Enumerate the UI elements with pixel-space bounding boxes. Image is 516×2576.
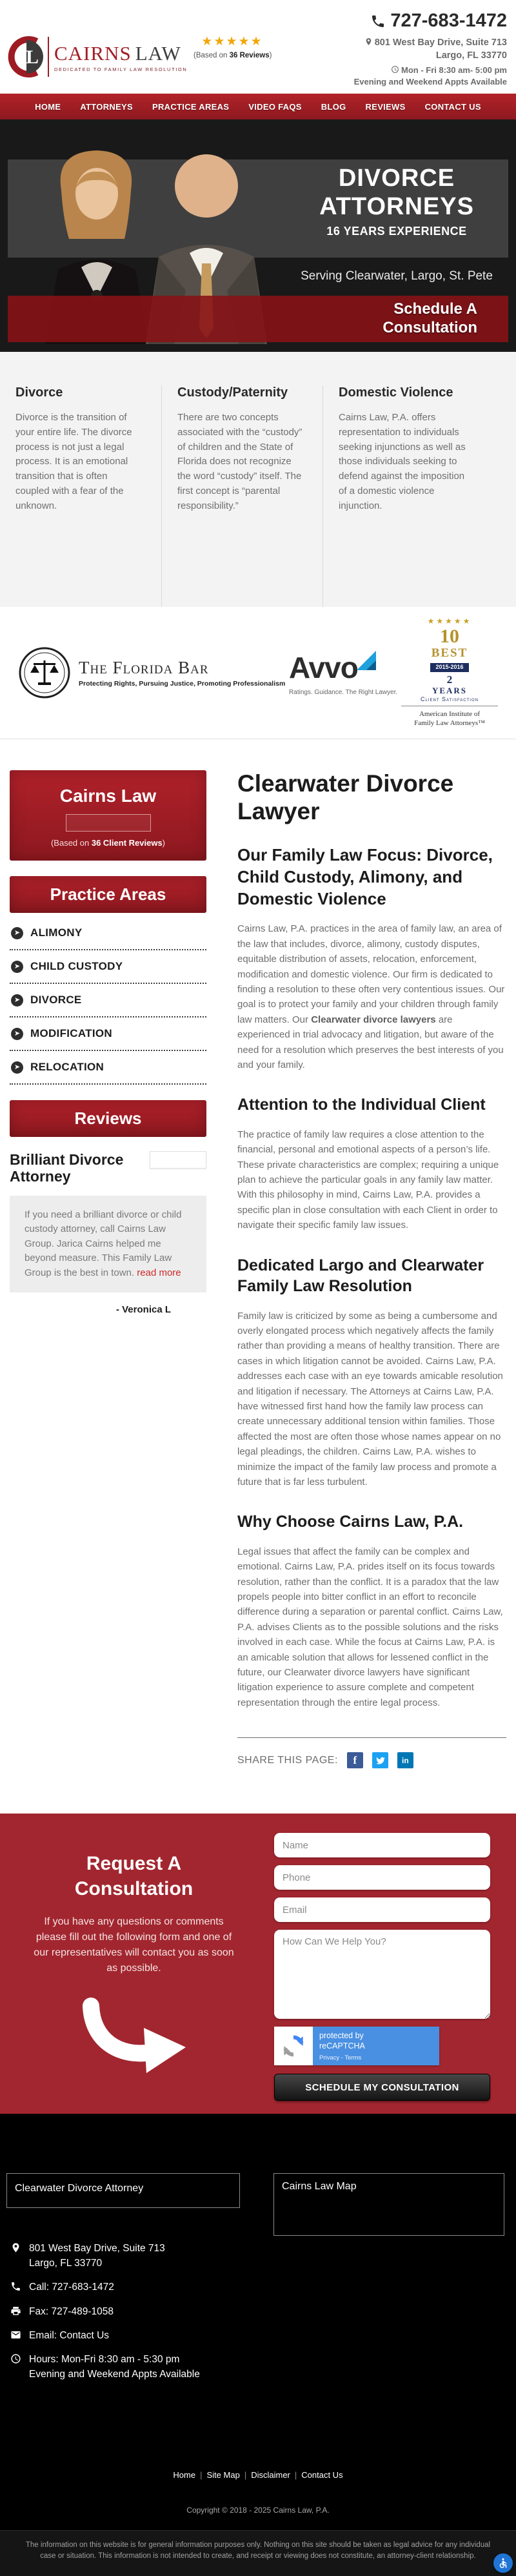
footer-nav [0, 2470, 516, 2480]
share-label: SHARE THIS PAGE: [237, 1754, 338, 1766]
review-stars-placeholder [150, 1151, 206, 1169]
sidebar-firm-title: Cairns Law [59, 786, 157, 806]
clock-icon [391, 65, 399, 74]
phone-icon [370, 14, 386, 29]
nav-item-blog[interactable]: BLOG [321, 101, 346, 112]
share-row [237, 1737, 506, 1768]
hero-banner [0, 119, 516, 352]
consultation-text: If you have any questions or comments please fill out the following form and one of our representatives will contact you as soon as possible. [34, 1916, 234, 1974]
sidebar-item-child-custody[interactable] [10, 950, 206, 984]
linkedin-share-icon[interactable]: in [397, 1752, 413, 1768]
cta-line2: Consultation [382, 319, 477, 336]
phone-input[interactable] [274, 1865, 490, 1890]
practice-item-label: MODIFICATION [30, 1027, 112, 1039]
paragraph-intro [237, 921, 506, 1072]
florida-bar-badge [18, 646, 285, 699]
ten-best-org-line2: Family Law Attorneys™ [414, 719, 485, 728]
consultation-title-line2: Consultation [74, 1878, 194, 1900]
nav-item-reviews[interactable]: REVIEWS [365, 101, 406, 112]
phone-icon [10, 2281, 21, 2292]
logo-primary: CAIRNS [54, 41, 132, 65]
hero-title-line2: ATTORNEYS [319, 192, 474, 220]
paragraph-attention: The practice of family law requires a close attention to the financial, personal and emotional aspects of a person’s life. These private characteristics are complex; requiring a unique plan to achieve the particular goals in any family law matter. With this philosophy in mind, Cairns Law, P.A. provides a specific plan in close consultation with each Client in order to navigate their specific family law issues. [237, 1129, 499, 1231]
footer [0, 2114, 516, 2530]
map-pin-icon [364, 37, 373, 46]
header-contact [354, 10, 507, 88]
paragraph-dedicated: Family law is criticized by some as being a cumbersome and overly elongated process which negatively affects the family rather than providing a means of healthy transition. There are cases in which litigation cannot be avoided. Cairns Law, P.A. addresses each case with an eye towards amicable resolution and litigation if necessary. The Attorneys at Cairns Law, P.A. have witnessed first hand how the family law process can create unnecessary additional tension within families. Those affected the most are often those whose names appear on no legal pleadings, the children. Cairns Law, P.A. wishes to minimize the impact of the family law process and promote a future that is far less turbulent. [237, 1310, 503, 1487]
intro-column-text: Cairns Law, P.A. offers representation to individuals seeking injunctions as well as those individuals seeking to defend against the imposition of a domestic violence injunction. [339, 412, 466, 511]
circle-arrow-icon: ➤ [11, 961, 23, 973]
avvo-logo: Avvo [289, 650, 358, 684]
footer-link-separator: | [200, 2470, 203, 2480]
footer-hours-line1: Hours: Mon-Fri 8:30 am - 5:30 pm [29, 2354, 180, 2366]
practice-item-label: RELOCATION [30, 1061, 104, 1073]
footer-link-home[interactable]: Home [173, 2470, 196, 2480]
ten-best-stars-icon: ★★★★★ [427, 617, 472, 626]
svg-text:L: L [26, 46, 39, 68]
nav-item-video-faqs[interactable]: VIDEO FAQS [248, 101, 302, 112]
review-quote [10, 1196, 206, 1293]
ten-best-label: BEST [431, 646, 468, 660]
ten-best-number: 10 [440, 626, 459, 648]
review-heading-row [10, 1151, 206, 1185]
accessibility-widget-button[interactable] [493, 2553, 513, 2573]
footer-link-separator: | [244, 2470, 247, 2480]
ten-best-badge [401, 617, 498, 728]
practice-item-label: DIVORCE [30, 994, 82, 1006]
footer-link-separator: | [294, 2470, 297, 2480]
consultation-title [19, 1851, 248, 1901]
ten-best-two: 2 [446, 673, 453, 686]
circle-arrow-icon: ➤ [11, 1028, 23, 1040]
accessibility-icon [497, 2557, 509, 2569]
nav-item-attorneys[interactable]: ATTORNEYS [80, 101, 133, 112]
hero-title [290, 165, 503, 238]
star-rating-placeholder [66, 814, 151, 832]
ten-best-years-label: YEARS [432, 685, 468, 695]
paragraph-intro-b: are experienced in trial advocacy and litigation, but aware of the need for a resolution which preserves the best interests of you and your family. [237, 1014, 504, 1070]
nav-item-practice-areas[interactable]: PRACTICE AREAS [152, 101, 230, 112]
logo-text [54, 42, 187, 72]
avvo-badge [289, 650, 397, 696]
review-count-value: 36 Reviews [229, 52, 270, 59]
footer-email [10, 2329, 200, 2343]
footer-contact [10, 2242, 200, 2391]
recaptcha-icon [274, 2027, 313, 2065]
credentials-badges [0, 607, 516, 739]
sidebar [10, 770, 206, 1768]
star-rating-icon: ★★★★★ [201, 35, 263, 48]
sidebar-review-value: 36 Client Reviews [91, 838, 163, 848]
intro-column-text: Divorce is the transition of your entire life. The divorce process is not just a legal process. It is an emotional transition that is often coupled with a fear of the unknown. [15, 412, 132, 511]
footer-contact-us-link[interactable]: Contact Us [59, 2329, 110, 2341]
recaptcha-privacy-terms[interactable]: Privacy - Terms [319, 2054, 362, 2062]
footer-hours-line2: Evening and Weekend Appts Available [29, 2368, 200, 2380]
schedule-consultation-banner[interactable] [8, 296, 508, 342]
cta-line1: Schedule A [393, 300, 477, 318]
footer-link-disclaimer[interactable]: Disclaimer [251, 2470, 290, 2480]
email-input[interactable] [274, 1897, 490, 1922]
sidebar-firm-box [10, 770, 206, 861]
main-nav [0, 94, 516, 119]
practice-item-label: ALIMONY [30, 926, 83, 939]
footer-fax [10, 2305, 200, 2319]
ten-best-years-range: 2015-2016 [430, 663, 468, 672]
paragraph-intro-a: Cairns Law, P.A. practices in the area of family law, an area of the law that includes, divorce, alimony, custody disputes, equitable distribution of assets, relocation, enforcement, modification and domestic violence. Our firm is dedicated to finding a resolution to these often very contentious issues. Our goal is to protect your family and your children through family law matters. Our [237, 923, 505, 1025]
logo-secondary: LAW [135, 41, 181, 65]
review-author: - Veronica L [115, 1304, 171, 1316]
footer-phone[interactable] [10, 2280, 200, 2295]
circle-arrow-icon: ➤ [11, 1061, 23, 1074]
read-more-link[interactable]: read more [137, 1267, 181, 1278]
sidebar-item-modification[interactable] [10, 1017, 206, 1051]
avvo-tagline: Ratings. Guidance. The Right Lawyer. [289, 688, 398, 696]
florida-bar-scales-icon [18, 646, 71, 699]
review-count-prefix: (Based on [194, 52, 230, 59]
consultation-form [274, 1833, 490, 2114]
envelope-icon [10, 2329, 21, 2340]
footer-link-contact-us[interactable]: Contact Us [301, 2470, 343, 2480]
header-address-line1: 801 West Bay Drive, Suite 713 [374, 37, 507, 48]
hero-title-line1: DIVORCE [338, 165, 455, 192]
header-phone-number: 727-683-1472 [390, 10, 507, 31]
intro-column-custody [161, 385, 322, 607]
sidebar-review-prefix: (Based on [50, 838, 92, 848]
florida-bar-name: The Florida Bar [79, 658, 209, 677]
footer-map-embed[interactable]: Cairns Law Map [273, 2173, 504, 2236]
sidebar-item-divorce[interactable] [10, 984, 206, 1017]
practice-areas-header: Practice Areas [10, 876, 206, 913]
sidebar-item-alimony[interactable] [10, 917, 206, 950]
intro-column-title: Custody/Paternity [177, 385, 288, 400]
arrow-right-icon [79, 1988, 189, 2078]
section-heading-dedicated: Dedicated Largo and Clearwater Family Law Resolution [237, 1256, 484, 1296]
intro-column-title: Domestic Violence [339, 385, 453, 400]
footer-link-site-map[interactable]: Site Map [206, 2470, 240, 2480]
intro-column-divorce [0, 385, 161, 607]
firm-logo[interactable] [6, 32, 187, 81]
section-heading-why-choose: Why Choose Cairns Law, P.A. [237, 1513, 464, 1531]
footer-hours [10, 2353, 200, 2382]
recaptcha-panel [313, 2027, 439, 2065]
footer-address [10, 2242, 200, 2271]
logo-divider [48, 37, 49, 77]
map-pin-icon [10, 2242, 21, 2253]
recaptcha-badge[interactable] [274, 2027, 439, 2065]
fax-icon [10, 2305, 21, 2316]
section-heading-attention: Attention to the Individual Client [237, 1096, 486, 1114]
header-rating[interactable] [194, 34, 271, 59]
disclaimer-text: The information on this website is for general information purposes only. Nothing on this site should be taken as legal advice for any individual case or situation. This information is not intended to create, and receipt or viewing does not constitute, an attorney-client relationship. [25, 2541, 491, 2561]
circle-arrow-icon: ➤ [11, 927, 23, 939]
sidebar-item-relocation[interactable] [10, 1051, 206, 1085]
footer-copyright: Copyright © 2018 - 2025 Cairns Law, P.A. [186, 2506, 330, 2515]
review-text: If you need a brilliant divorce or child custody attorney, call Cairns Law Group. Jarica Cairns helped me beyond measure. This Family Law Group is the best in town. [25, 1209, 182, 1278]
header-address [354, 37, 507, 62]
twitter-share-icon[interactable] [372, 1752, 388, 1768]
footer-address-line1: 801 West Bay Drive, Suite 713 [29, 2243, 165, 2254]
footer-video-embed[interactable]: Clearwater Divorce Attorney [6, 2173, 240, 2208]
review-count-suffix: ) [269, 52, 272, 59]
practice-item-label: CHILD CUSTODY [30, 960, 123, 972]
intro-column-title: Divorce [15, 385, 63, 400]
header-phone[interactable] [354, 10, 507, 32]
twitter-bird-icon [375, 1755, 385, 1765]
header-hours-line1: Mon - Fri 8:30 am- 5:00 pm [401, 65, 507, 76]
paragraph-intro-bold: Clearwater divorce lawyers [311, 1014, 436, 1025]
cairns-law-logo-icon [6, 32, 46, 81]
content-area [0, 739, 516, 1814]
nav-item-contact-us[interactable]: CONTACT US [424, 101, 481, 112]
consultation-section [0, 1814, 516, 2114]
reviews-header: Reviews [10, 1100, 206, 1137]
circle-arrow-icon: ➤ [11, 994, 23, 1007]
review-title: Brilliant Divorce Attorney [10, 1151, 124, 1185]
header [0, 0, 516, 94]
intro-columns [0, 352, 516, 607]
name-input[interactable] [274, 1833, 490, 1857]
header-hours [354, 65, 507, 88]
footer-email-label: Email: [29, 2329, 60, 2341]
consultation-title-line1: Request A [86, 1853, 182, 1875]
review-count [194, 52, 271, 59]
hero-subtitle: 16 YEARS EXPERIENCE [326, 225, 467, 238]
recaptcha-line2: reCAPTCHA [319, 2041, 365, 2050]
sidebar-review-count [16, 838, 200, 848]
florida-bar-subtitle: Protecting Rights, Pursuing Justice, Promoting Professionalism [79, 680, 286, 688]
clock-icon [10, 2353, 21, 2364]
hero-serving-text: Serving Clearwater, Largo, St. Pete [301, 269, 493, 283]
recaptcha-line1: protected by [319, 2031, 364, 2041]
ten-best-org-line1: American Institute of [419, 710, 481, 719]
ten-best-org [401, 710, 498, 728]
paragraph-why-choose: Legal issues that affect the family can be complex and emotional. Cairns Law, P.A. prides itself on its focus towards resolution, rather than the conflict. It is a paradox that the law propels people into bitter conflict in an effort to reconcile difference during a separation or parental conflict. Cairns Law, P.A. advises Clients as to the possible solutions and the risks involved in each case. While the focus at Cairns Law, P.A. is an amicable solution that allows for lessened conflict in the future, our Clearwater divorce lawyers have significant litigation experience to assure complete and competent representation through the entire legal process. [237, 1546, 503, 1708]
footer-phone-text: Call: 727-683-1472 [29, 2282, 114, 2293]
schedule-consultation-button[interactable]: SCHEDULE MY CONSULTATION [274, 2074, 490, 2101]
facebook-share-icon[interactable]: f [347, 1752, 363, 1768]
header-hours-line2: Evening and Weekend Appts Available [353, 77, 507, 87]
footer-address-line2: Largo, FL 33770 [29, 2257, 103, 2269]
nav-item-home[interactable]: HOME [35, 101, 61, 112]
sidebar-review-suffix: ) [162, 838, 166, 848]
consultation-intro [13, 1833, 255, 2114]
intro-column-text: There are two concepts associated with the “custody” of children and the State of Florida does not recognize the word “custody” itself. The first concept is “parental responsibility.” [177, 412, 303, 511]
section-heading-focus: Our Family Law Focus: Divorce, Child Custody, Alimony, and Domestic Violence [237, 845, 493, 908]
disclaimer-bar [0, 2530, 516, 2576]
header-address-line2: Largo, FL 33770 [435, 50, 507, 61]
intro-column-domestic-violence [322, 385, 484, 607]
logo-tagline: DEDICATED TO FAMILY LAW RESOLUTION [54, 66, 188, 72]
practice-areas-list [10, 917, 206, 1085]
page-title: Clearwater Divorce Lawyer [237, 770, 454, 824]
message-textarea[interactable] [274, 1930, 490, 2019]
main-article [237, 770, 506, 1768]
footer-fax-text: Fax: 727-489-1058 [29, 2305, 114, 2317]
ten-best-satisfaction: Client Satisfaction [401, 697, 498, 706]
avvo-kite-icon [357, 651, 376, 670]
